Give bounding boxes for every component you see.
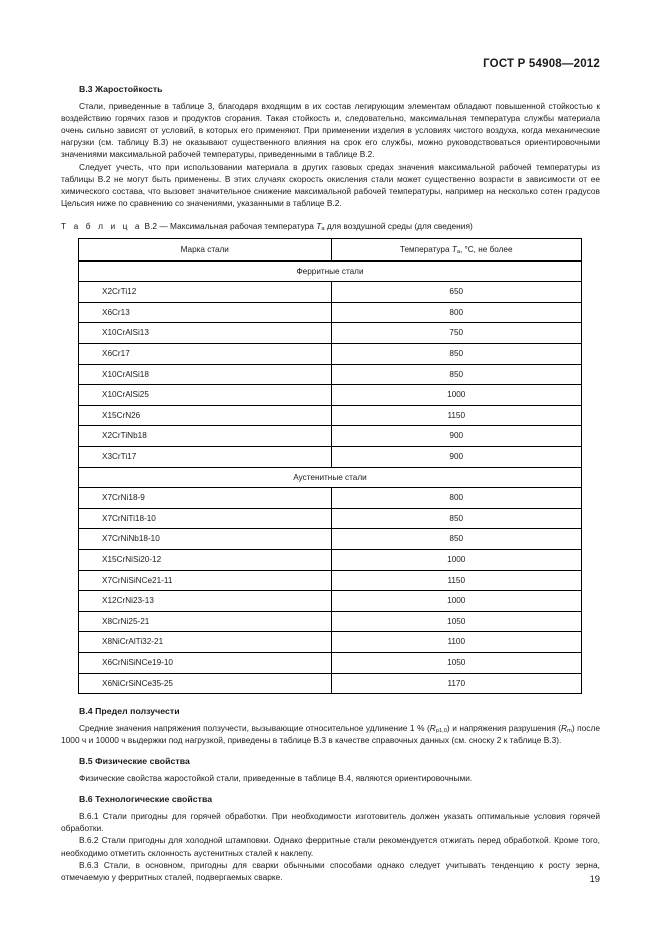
b4-symbol-rm: R bbox=[561, 723, 568, 734]
b4-subscript-rm: m bbox=[567, 728, 572, 735]
cell-temperature: 850 bbox=[331, 344, 582, 365]
table-b2 bbox=[78, 238, 582, 694]
cell-temperature: 1000 bbox=[331, 591, 582, 612]
table-header-row bbox=[79, 238, 582, 261]
cell-temperature: 750 bbox=[331, 323, 582, 344]
table-row bbox=[79, 405, 582, 426]
cell-temperature: 650 bbox=[331, 282, 582, 303]
table-caption-symbol: T bbox=[316, 221, 322, 231]
heading-b5: B.5 Физические свойства bbox=[79, 756, 190, 767]
cell-temperature: 1100 bbox=[331, 632, 582, 653]
cell-grade: X7CrNiSiNCe21-11 bbox=[79, 570, 332, 591]
table-caption-subscript: a bbox=[321, 226, 325, 233]
cell-temperature: 1000 bbox=[331, 385, 582, 406]
cell-grade: X8NiCrAlTi32-21 bbox=[79, 632, 332, 653]
cell-grade: X10CrAlSi25 bbox=[79, 385, 332, 406]
heading-b4: B.4 Предел ползучести bbox=[79, 706, 180, 717]
table-row bbox=[79, 673, 582, 694]
table-b2-caption bbox=[61, 221, 600, 233]
table-row bbox=[79, 652, 582, 673]
cell-grade: X6NiCrSiNCe35-25 bbox=[79, 673, 332, 694]
table-caption-text-2: для воздушной среды (для сведения) bbox=[324, 221, 473, 231]
cell-grade: X6Cr17 bbox=[79, 344, 332, 365]
cell-temperature: 850 bbox=[331, 508, 582, 529]
cell-temperature: 850 bbox=[331, 529, 582, 550]
cell-grade: X6CrNiSiNCe19-10 bbox=[79, 652, 332, 673]
table-row bbox=[79, 385, 582, 406]
cell-grade: X6Cr13 bbox=[79, 302, 332, 323]
column-header-temp-symbol: T bbox=[451, 244, 457, 254]
table-group-row-austenitic bbox=[79, 467, 582, 488]
b4-text-part-3: ) после 1000 ч и 10000 ч выдержки под нагрузкой, приведены в таблице В.3 в качестве справочных данных (см. сноску 2 к таблице В.3). bbox=[61, 723, 601, 746]
table-row bbox=[79, 632, 582, 653]
b4-symbol-rp: R bbox=[429, 723, 436, 734]
paragraph-b4-1 bbox=[61, 722, 600, 746]
table-caption-label: Т а б л и ц а bbox=[61, 221, 143, 231]
cell-temperature: 900 bbox=[331, 426, 582, 447]
running-header: ГОСТ Р 54908—2012 bbox=[483, 58, 600, 70]
cell-grade: X2CrTiNb18 bbox=[79, 426, 332, 447]
group-title-austenitic: Аустенитные стали bbox=[79, 467, 582, 488]
cell-temperature: 800 bbox=[331, 302, 582, 323]
table-row bbox=[79, 364, 582, 385]
table-caption-text-1: В.2 — Максимальная рабочая температура bbox=[142, 221, 317, 231]
cell-temperature: 1150 bbox=[331, 405, 582, 426]
page-content bbox=[61, 84, 600, 883]
paragraph-b6-3: B.6.3 Стали, в основном, пригодны для сварки обычными способами однако следует учитывать тенденцию к росту зерна, отмечаемую у ферритных сталей, подвергаемых сварке. bbox=[61, 859, 600, 882]
cell-temperature: 1050 bbox=[331, 611, 582, 632]
cell-grade: X3CrTi17 bbox=[79, 447, 332, 468]
column-header-grade-label: Марка стали bbox=[180, 244, 229, 254]
cell-temperature: 850 bbox=[331, 364, 582, 385]
cell-grade: X15CrNiSi20-12 bbox=[79, 549, 332, 570]
cell-temperature: 1050 bbox=[331, 652, 582, 673]
b4-text-part-1: Средние значения напряжения ползучести, вызывающие относительное удлинение 1 % ( bbox=[79, 723, 430, 734]
paragraph-b6-1: B.6.1 Стали пригодны для горячей обработки. При необходимости изготовитель должен указать оптимальные условия горячей обработки. bbox=[61, 811, 600, 834]
cell-temperature: 1170 bbox=[331, 673, 582, 694]
table-row bbox=[79, 591, 582, 612]
table-b2-body bbox=[79, 261, 582, 694]
cell-grade: X12CrNi23-13 bbox=[79, 591, 332, 612]
heading-b3: B.3 Жаростойкость bbox=[79, 84, 163, 94]
table-row bbox=[79, 549, 582, 570]
cell-grade: X10CrAlSi13 bbox=[79, 323, 332, 344]
group-title-ferritic: Ферритные стали bbox=[79, 261, 582, 282]
page-number: 19 bbox=[589, 873, 600, 884]
paragraph-b5-1: Физические свойства жаростойкой стали, приведенные в таблице В.4, являются ориентировочными. bbox=[79, 773, 473, 784]
table-row bbox=[79, 323, 582, 344]
table-row bbox=[79, 508, 582, 529]
table-row bbox=[79, 488, 582, 509]
column-header-temp-prefix: Температура bbox=[399, 244, 452, 254]
table-row bbox=[79, 302, 582, 323]
paragraph-b3-2: Следует учесть, что при использовании материала в других газовых средах значения максимальной рабочей температуры из таблицы В.2 не могут быть применены. В этих случаях скорость окисления стали может существенно возрасти в зависимости от ее химического состава, что вызовет значительное снижение максимальной рабочей температуры, например на несколько сотен градусов Цельсия ниже по сравнению со значениями, указанными в таблице В.2. bbox=[61, 161, 600, 208]
table-row bbox=[79, 447, 582, 468]
b4-subscript-rp: p1,0 bbox=[435, 728, 447, 735]
cell-grade: X8CrNi25-21 bbox=[79, 611, 332, 632]
column-header-temperature bbox=[331, 238, 582, 261]
table-row bbox=[79, 570, 582, 591]
b4-text-part-2: ) и напряжения разрушения ( bbox=[446, 723, 562, 734]
cell-temperature: 1000 bbox=[331, 549, 582, 570]
cell-grade: X7CrNiTi18-10 bbox=[79, 508, 332, 529]
table-group-row-ferritic bbox=[79, 261, 582, 282]
table-row bbox=[79, 282, 582, 303]
table-row bbox=[79, 611, 582, 632]
cell-grade: X10CrAlSi18 bbox=[79, 364, 332, 385]
table-row bbox=[79, 529, 582, 550]
paragraph-b6-2: B.6.2 Стали пригодны для холодной штамповки. Однако ферритные стали рекомендуется отжигать перед обработкой. Кроме того, необходимо отметить склонность аустенитных сталей к наклепу. bbox=[61, 835, 600, 858]
table-row bbox=[79, 344, 582, 365]
table-row bbox=[79, 426, 582, 447]
paragraph-b3-1: Стали, приведенные в таблице 3, благодаря входящим в их состав легирующим элементам обладают повышенной стойкостью к воздействию горячих газов и продуктов сгорания. Такая стойкость и, следовательно, максимальная температура службы материала очень сильно зависят от условий, в которых его применяют. При применении изделия в условиях чистого воздуха, когда механические нагрузки (см. таблицу В.3) не оказывают существенного влияния на срок его службы, можно руководствоваться ориентировочными значениями максимальной рабочей температуры, приведенными в таблице В.2. bbox=[61, 100, 600, 160]
column-header-grade bbox=[79, 238, 332, 261]
heading-b6: B.6 Технологические свойства bbox=[79, 794, 213, 805]
cell-grade: X2CrTi12 bbox=[79, 282, 332, 303]
cell-temperature: 1150 bbox=[331, 570, 582, 591]
cell-grade: X7CrNi18-9 bbox=[79, 488, 332, 509]
column-header-temp-subscript: a bbox=[456, 248, 460, 255]
table-b2-head bbox=[79, 238, 582, 261]
cell-temperature: 900 bbox=[331, 447, 582, 468]
cell-temperature: 800 bbox=[331, 488, 582, 509]
cell-grade: X7CrNiNb18-10 bbox=[79, 529, 332, 550]
column-header-temp-suffix: , °С, не более bbox=[459, 244, 513, 254]
cell-grade: X15CrN26 bbox=[79, 405, 332, 426]
